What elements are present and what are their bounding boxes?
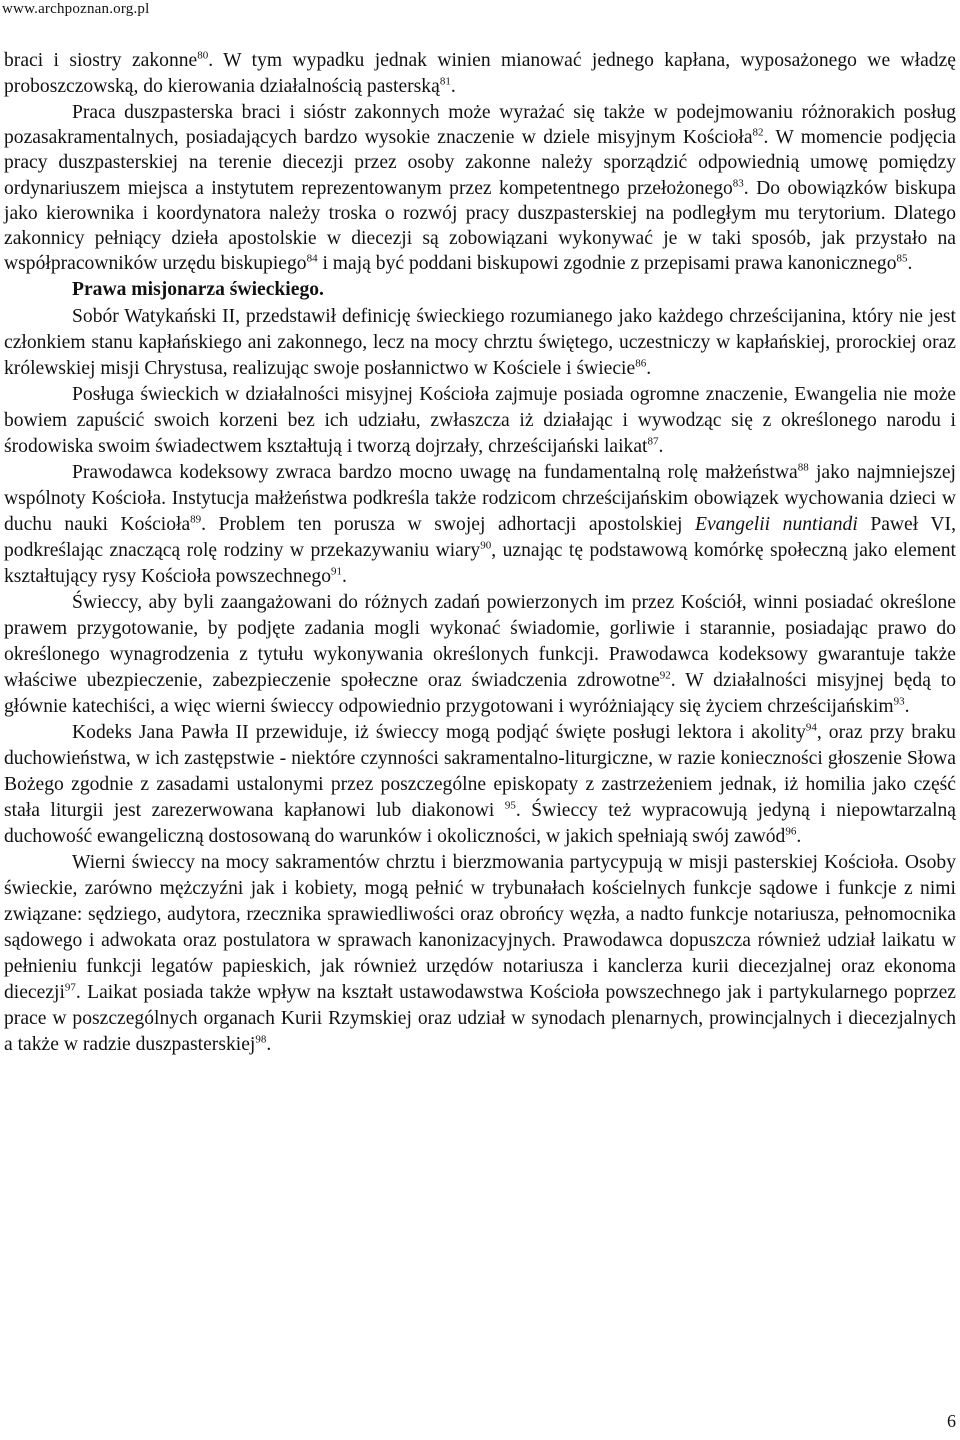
text-run: Prawodawca kodeksowy zwraca bardzo mocno uwagę na fundamentalną rolę małżeństwa xyxy=(72,462,798,484)
footnote-ref[interactable]: 86 xyxy=(635,357,647,370)
text-run: Świeccy, aby byli zaangażowani do różnych zadań powierzonych im przez Kościół, winni posiadać określone prawem przygotowanie, by podjęte zadania mogli wykonać świadomie, gorliwie i starannie, posiadając prawo do określonego wynagrodzenia z tytułu wykonywania określonych funkcji. Prawodawca kodeksowy gwarantuje także właściwe ubezpieczenie, zabezpieczenie społeczne oraz świadczenia zdrowotne xyxy=(4,592,956,692)
footnote-ref[interactable]: 81 xyxy=(439,75,451,88)
footnote-ref[interactable]: 92 xyxy=(659,669,671,682)
text-run: . xyxy=(266,1034,272,1056)
text-run: Posługa świeckich w działalności misyjnej Kościoła zajmuje posiada ogromne znaczenie, Ewangelia nie może bowiem zapuścić swoich korzeni bez ich udziału, zwłaszcza iż działając i wywodząc się z określonego narodu i środowiska swoim świadectwem kształtują i tworzą dojrzały, chrześcijański laikat xyxy=(4,384,956,458)
paragraph xyxy=(4,590,956,720)
page-number: 6 xyxy=(947,1411,956,1431)
text-run: Wierni świeccy na mocy sakramentów chrztu i bierzmowania partycypują w misji pasterskiej Kościoła. Osoby świeckie, zarówno mężczyźni jak i kobiety, mogą pełnić w trybunałach kościelnych funkcje sądowe i funkcje z nimi związane: sędziego, audytora, rzecznika sprawiedliwości oraz obrońcy węzła, a nadto funkcje notariusza, pełnomocnika sądowego i adwokata oraz postulatora w sprawach kanonizacyjnych. Prawodawca dopuszcza również udział laikatu w pełnieniu funkcji legatów papieskich, jak również urzędów notariusza i kanclerza kurii diecezjalnej oraz ekonoma diecezji xyxy=(4,852,956,1004)
text-run: Praca duszpasterska braci i sióstr zakonnych może wyrażać się także w podejmowaniu różnorakich posług pozasakramentalnych, posiadających bardzo wysokie znaczenie w dziele misyjnym Kościoła xyxy=(4,102,956,149)
text-run: Kodeks Jana Pawła II przewiduje, iż świeccy mogą podjąć święte posługi lektora i akolity xyxy=(72,722,806,744)
text-run: braci i siostry zakonne xyxy=(4,50,198,71)
footnote-ref[interactable]: 97 xyxy=(64,981,76,994)
paragraph xyxy=(4,382,956,460)
document-body xyxy=(4,48,956,1058)
text-run: . Problem ten porusza w swojej adhortacji apostolskiej xyxy=(201,514,696,536)
paragraph xyxy=(4,304,956,382)
text-run: . W działalności misyjnej będą to głównie katechiści, a więc wierni świeccy odpowiednio przygotowani i wyróżniający się życiem chrześcijańskim xyxy=(4,670,957,718)
footnote-ref[interactable]: 95 xyxy=(504,799,516,812)
footnote-ref[interactable]: 83 xyxy=(732,177,744,190)
text-run: , oraz przy braku duchowieństwa, w ich zastępstwie - niektóre czynności sakramentalno-liturgiczne, w razie konieczności głoszenie Słowa Bożego zgodnie z zasadami ustalonymi przez poszczególne episkopaty z zastrzeżeniem jednak, iż homilia jako część stała liturgii jest zarezerwowana kapłanowi lub diakonowi xyxy=(4,722,956,822)
paragraph xyxy=(4,720,956,850)
footnote-ref[interactable]: 80 xyxy=(197,49,209,62)
text-run: . xyxy=(904,696,910,718)
text-run: . xyxy=(658,436,664,458)
footnote-ref[interactable]: 88 xyxy=(797,461,809,474)
footnote-ref[interactable]: 85 xyxy=(896,252,908,265)
text-run: . Świeccy też wypracowują jedyną i niepowtarzalną duchowość ewangeliczną dostosowaną do warunków i okoliczności, w jakich spełniają swój zawód xyxy=(4,800,956,848)
italic-title: Evangelii nuntiandi xyxy=(695,514,858,536)
text-run: . W tym wypadku jednak winien mianować jednego kapłana, wyposażonego we władzę proboszczowską, do kierowania działalnością pasterską xyxy=(4,50,956,97)
footnote-ref[interactable]: 93 xyxy=(893,695,905,708)
text-run: Paweł VI, podkreślając znaczącą rolę rodziny w przekazywaniu wiary xyxy=(4,514,956,562)
footnote-ref[interactable]: 87 xyxy=(647,435,659,448)
text-run: i mają być poddani biskupowi zgodnie z przepisami prawa kanonicznego xyxy=(317,253,897,275)
section-heading: Prawa misjonarza świeckiego. xyxy=(72,279,324,301)
footnote-ref[interactable]: 89 xyxy=(190,513,202,526)
site-url[interactable]: www.archpoznan.org.pl xyxy=(2,1,150,17)
text-run: . xyxy=(796,826,802,848)
paragraph xyxy=(4,460,956,590)
footnote-ref[interactable]: 96 xyxy=(785,825,797,838)
text-run: . xyxy=(907,253,913,275)
footnote-ref[interactable]: 90 xyxy=(480,539,492,552)
paragraph xyxy=(4,850,956,1058)
text-run: . xyxy=(646,358,652,380)
paragraph xyxy=(4,48,956,100)
footnote-ref[interactable]: 84 xyxy=(306,252,318,265)
footnote-ref[interactable]: 82 xyxy=(752,126,764,139)
paragraph xyxy=(4,100,956,276)
text-run: . xyxy=(450,76,456,97)
text-run: . Do obowiązków biskupa jako kierownika i koordynatora należy troska o rozwój pracy duszpasterskiej na podległym mu terytorium. Dlatego zakonnicy pełniący dzieła apostolskie w diecezji są zobowiązani wykonywać je w taki sposób, jak przystało na współpracowników urzędu biskupiego xyxy=(4,177,956,275)
text-run: . W momencie podjęcia pracy duszpasterskiej na terenie diecezji przez osoby zakonne należy sporządzić odpowiednią umowę pomiędzy ordynariuszem miejsca a instytutem reprezentowanym przez kompetentnego przełożonego xyxy=(4,127,957,199)
text-run: , uznając tę podstawową komórkę społeczną jako element kształtujący rysy Kościoła powszechnego xyxy=(4,540,956,588)
paragraphs-after-heading xyxy=(4,304,956,1058)
text-run: . xyxy=(342,566,347,588)
footnote-ref[interactable]: 91 xyxy=(331,565,343,578)
text-run: . Laikat posiada także wpływ na kształt ustawodawstwa Kościoła powszechnego jak i partykularnego poprzez prace w poszczególnych organach Kurii Rzymskiej oraz udział w synodach plenarnych, prowincjalnych i diecezjalnych a także w radzie duszpasterskiej xyxy=(4,982,956,1056)
text-run: jako najmniejszej wspólnoty Kościoła. Instytucja małżeństwa podkreśla także rodzicom chrześcijańskim obowiązek wychowania dzieci w duchu nauki Kościoła xyxy=(4,462,956,536)
text-run: Sobór Watykański II, przedstawił definicję świeckiego rozumianego jako każdego chrześcijanina, który nie jest członkiem stanu kapłańskiego ani zakonnego, lecz na mocy chrztu świętego, uczestniczy w kapłańskiej, prorockiej oraz królewskiej misji Chrystusa, realizując swoje posłannictwo w Kościele i świecie xyxy=(4,306,956,380)
footnote-ref[interactable]: 94 xyxy=(805,721,817,734)
paragraphs-before-heading xyxy=(4,48,956,276)
footnote-ref[interactable]: 98 xyxy=(255,1033,267,1046)
